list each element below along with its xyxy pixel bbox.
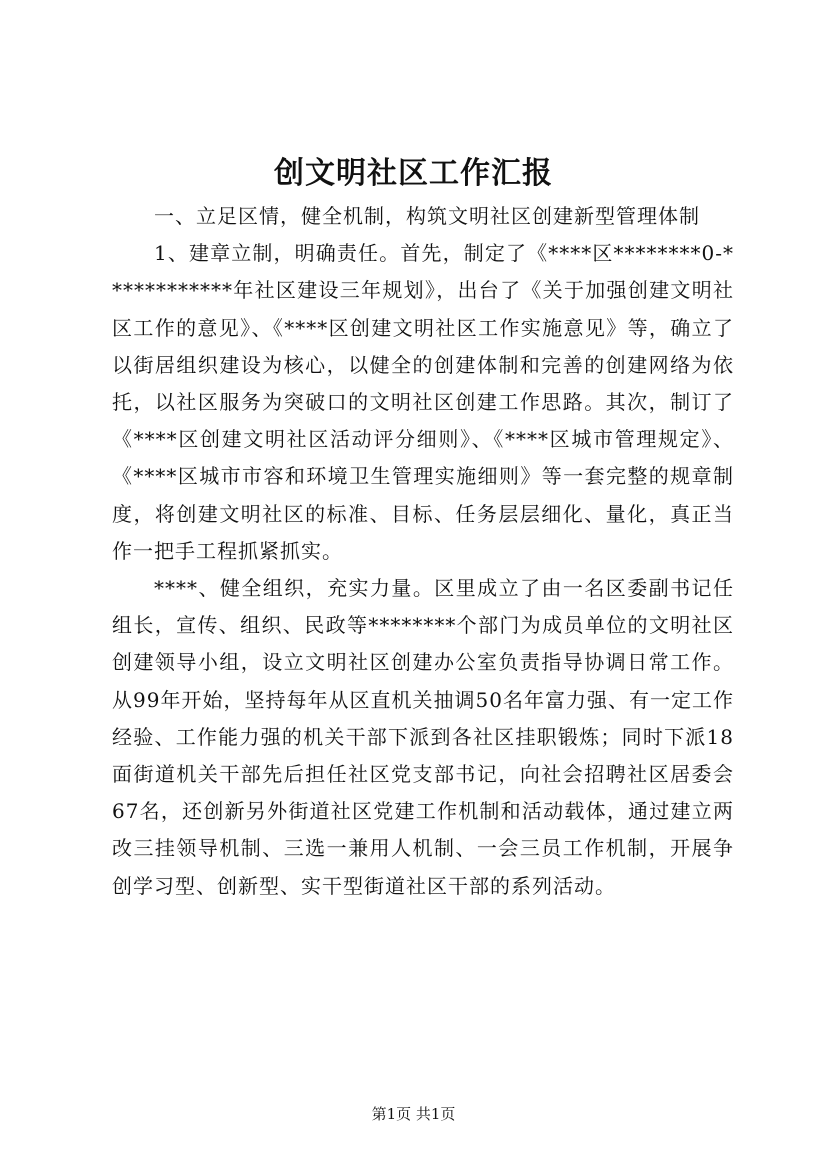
document-body xyxy=(112,198,734,905)
section-heading: 一、立足区情，健全机制，构筑文明社区创建新型管理体制 xyxy=(154,204,700,228)
page-footer: 第1页 共1页 xyxy=(371,1105,456,1123)
paragraph-2: ****、健全组织，充实力量。区里成立了由一名区委副书记任组长，宣传、组织、民政等********个部门为成员单位的文明社区创建领导小组，设立文明社区创建办公室负责指导协调日常工作。从99年开始，坚持每年从区直机关抽调50名年富力强、有一定工作经验、工作能力强的机关干部下派到各社区挂职锻炼；同时下派18面街道机关干部先后担任社区党支部书记，向社会招聘社区居委会67名，还创新另外街道社区党建工作机制和活动载体，通过建立两改三挂领导机制、三选一兼用人机制、一会三员工作机制，开展争创学习型、创新型、实干型街道社区干部的系列活动。 xyxy=(112,576,734,898)
document-title: 创文明社区工作汇报 xyxy=(274,156,553,191)
paragraph-1: 1、建章立制，明确责任。首先，制定了《****区********0-************年社区建设三年规划》，出台了《关于加强创建文明社区工作的意见》、《****区创建文明社区工作实施意见》等，确立了以街居组织建设为核心，以健全的创建体制和完善的创建网络为依托，以社区服务为突破口的文明社区创建工作思路。其次，制订了《****区创建文明社区活动评分细则》、《****区城市管理规定》、《****区城市市容和环境卫生管理实施细则》等一套完整的规章制度，将创建文明社区的标准、目标、任务层层细化、量化，真正当作一把手工程抓紧抓实。 xyxy=(112,241,734,563)
